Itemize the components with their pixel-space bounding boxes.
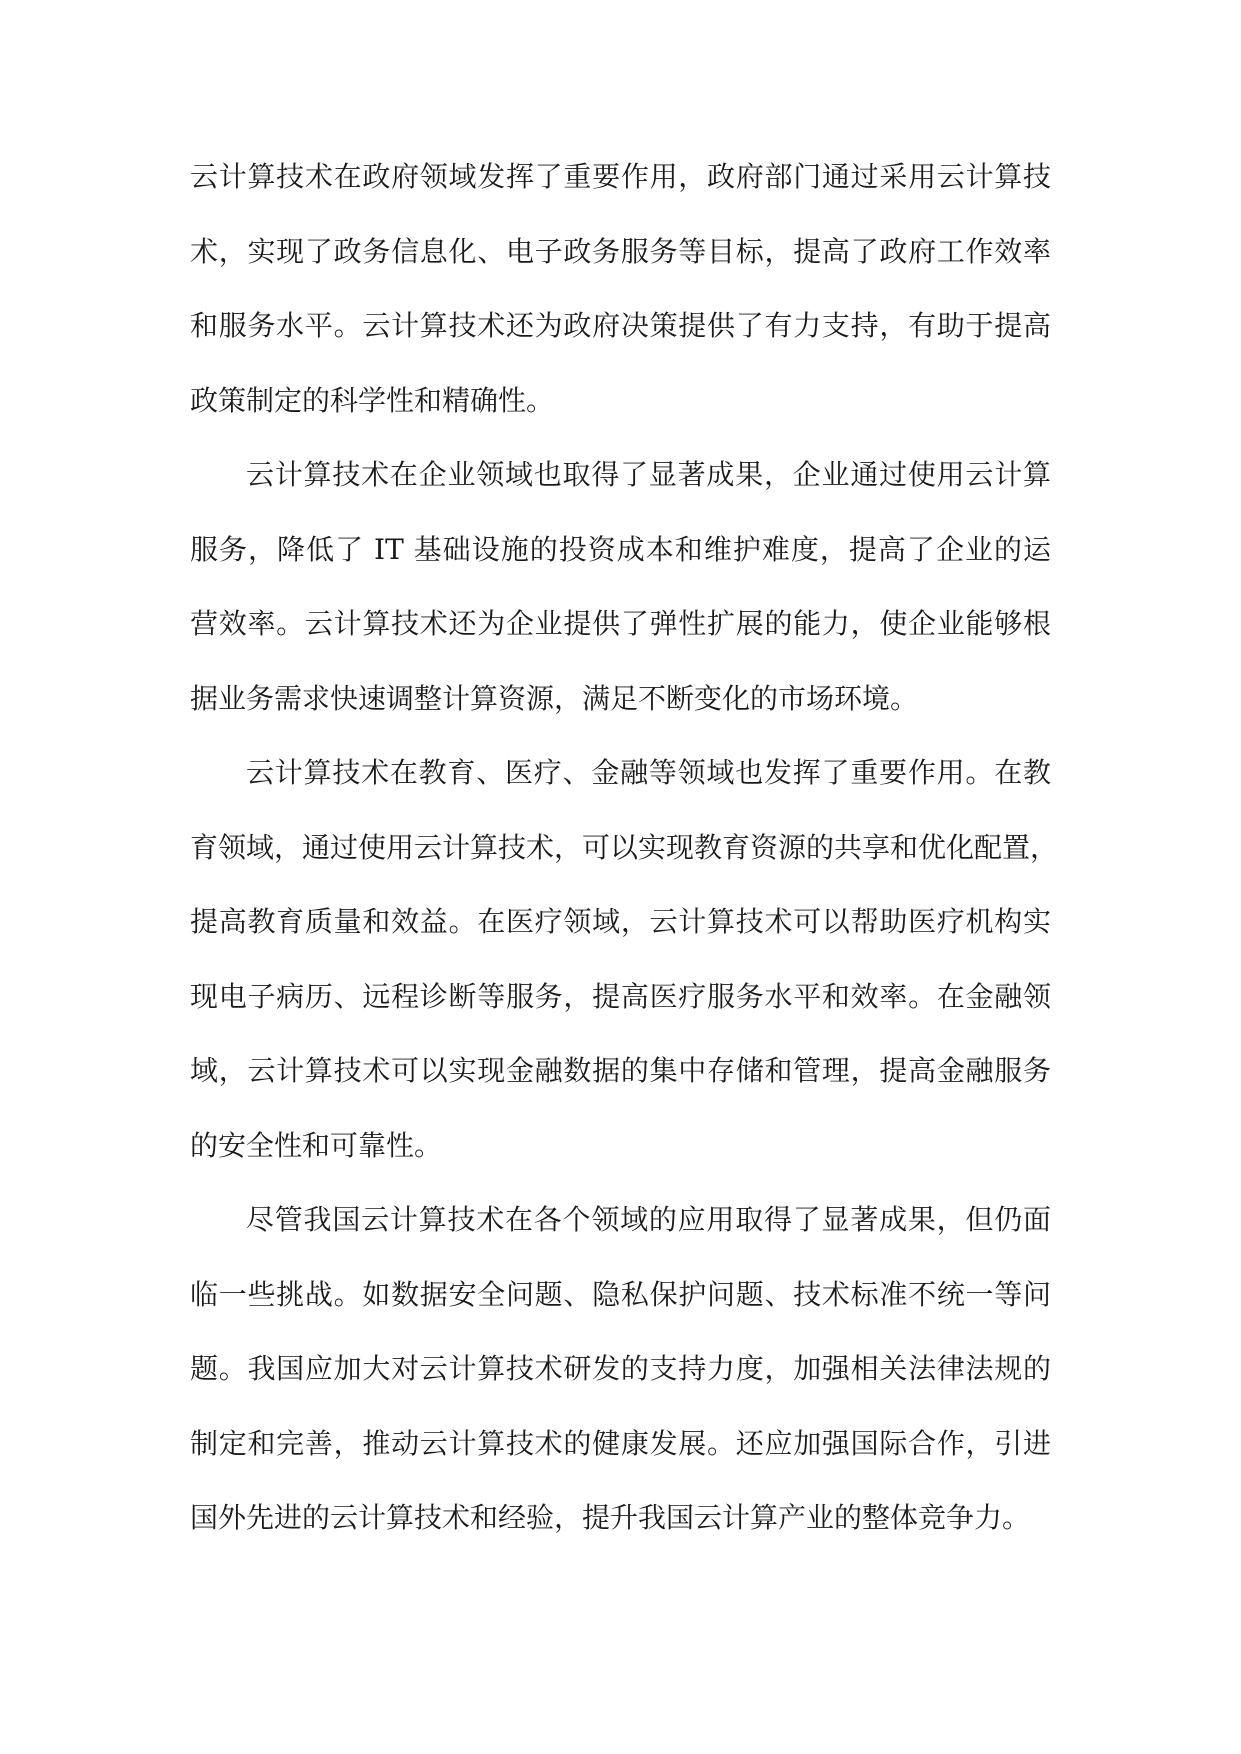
document-body [190, 140, 1059, 1556]
text-line: 云计算技术在教育、医疗、金融等领域也发挥了重要作用。在教 [246, 756, 1051, 789]
text-line: 云计算技术在企业领域也取得了显著成果，企业通过使用云计算 [246, 458, 1051, 491]
text-line: 的安全性和可靠性。 [190, 1128, 443, 1162]
text-line: 政策制定的科学性和精确性。 [190, 383, 555, 417]
paragraph-challenges [190, 1183, 1051, 1556]
text-line: 临一些挑战。如数据安全问题、隐私保护问题、技术标准不统一等问 [190, 1277, 1051, 1311]
text-line: 术，实现了政务信息化、电子政务服务等目标，提高了政府工作效率 [190, 234, 1051, 268]
text-line: 提高教育质量和效益。在医疗领域，云计算技术可以帮助医疗机构实 [190, 905, 1051, 938]
text-line: 题。我国应加大对云计算技术研发的支持力度，加强相关法律法规的 [190, 1352, 1051, 1385]
paragraph-enterprise [190, 438, 1051, 736]
text-line: 域，云计算技术可以实现金融数据的集中存储和管理，提高金融服务 [190, 1054, 1051, 1087]
text-line: 和服务水平。云计算技术还为政府决策提供了有力支持，有助于提高 [190, 309, 1051, 342]
text-line: 尽管我国云计算技术在各个领域的应用取得了显著成果，但仍面 [246, 1203, 1051, 1236]
paragraph-government [190, 140, 1051, 438]
text-line: 云计算技术在政府领域发挥了重要作用，政府部门通过采用云计算技 [190, 160, 1051, 193]
text-line: 育领域，通过使用云计算技术，可以实现教育资源的共享和优化配置， [190, 830, 1059, 864]
text-line: 营效率。云计算技术还为企业提供了弹性扩展的能力，使企业能够根 [190, 607, 1051, 640]
text-line: 现电子病历、远程诊断等服务，提高医疗服务水平和效率。在金融领 [190, 979, 1051, 1013]
text-line: 国外先进的云计算技术和经验，提升我国云计算产业的整体竞争力。 [190, 1501, 1031, 1534]
paragraph-education-medical-finance [190, 736, 1059, 1183]
text-line: 制定和完善，推动云计算技术的健康发展。还应加强国际合作，引进 [190, 1426, 1051, 1460]
text-line: 据业务需求快速调整计算资源，满足不断变化的市场环境。 [190, 681, 919, 715]
text-line: 服务，降低了 IT 基础设施的投资成本和维护难度，提高了企业的运 [190, 532, 1051, 566]
